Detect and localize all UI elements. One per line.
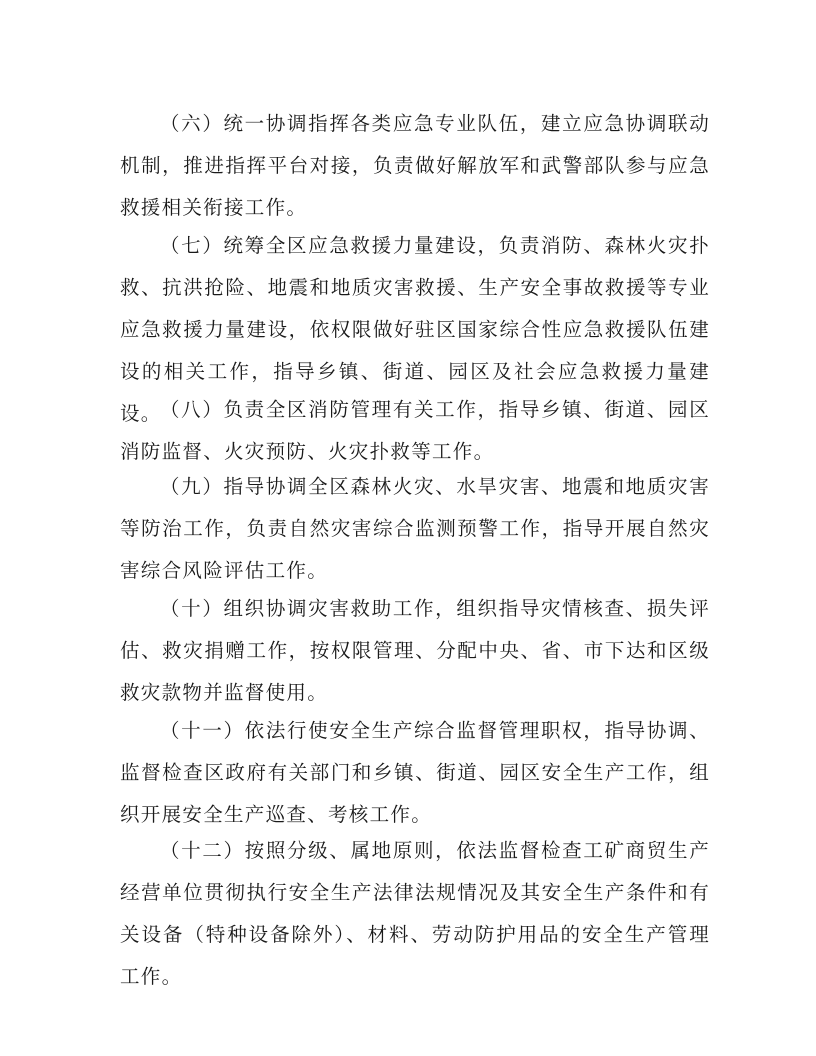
paragraph-6: （六）统一协调指挥各类应急专业队伍，建立应急协调联动机制，推进指挥平台对接，负责做好解放军和武警部队参与应急救援相关衔接工作。 [120, 112, 710, 219]
paragraph-8: （八）负责全区消防管理有关工作，指导乡镇、街道、园区消防监督、火灾预防、火灾扑救等工作。 [120, 398, 710, 463]
paragraph-11: （十一）依法行使安全生产综合监督管理职权，指导协调、监督检查区政府有关部门和乡镇、街道、园区安全生产工作，组织开展安全生产巡查、考核工作。 [120, 719, 710, 826]
paragraph-7: （七）统筹全区应急救援力量建设，负责消防、森林火灾扑救、抗洪抢险、地震和地质灾害救援、生产安全事故救援等专业应急救援力量建设，依权限做好驻区国家综合性应急救援队伍建设的相关工作，指导乡镇、街道、园区及社会应急救援力量建设。 [120, 234, 710, 425]
paragraph-10: （十）组织协调灾害救助工作，组织指导灾情核查、损失评估、救灾捐赠工作，按权限管理、分配中央、省、市下达和区级救灾款物并监督使用。 [120, 597, 710, 704]
paragraph-9: （九）指导协调全区森林火灾、水旱灾害、地震和地质灾害等防治工作，负责自然灾害综合监测预警工作，指导开展自然灾害综合风险评估工作。 [120, 475, 710, 582]
paragraph-12: （十二）按照分级、属地原则，依法监督检查工矿商贸生产经营单位贯彻执行安全生产法律法规情况及其安全生产条件和有关设备（特种设备除外）、材料、劳动防护用品的安全生产管理工作。 [120, 839, 710, 988]
